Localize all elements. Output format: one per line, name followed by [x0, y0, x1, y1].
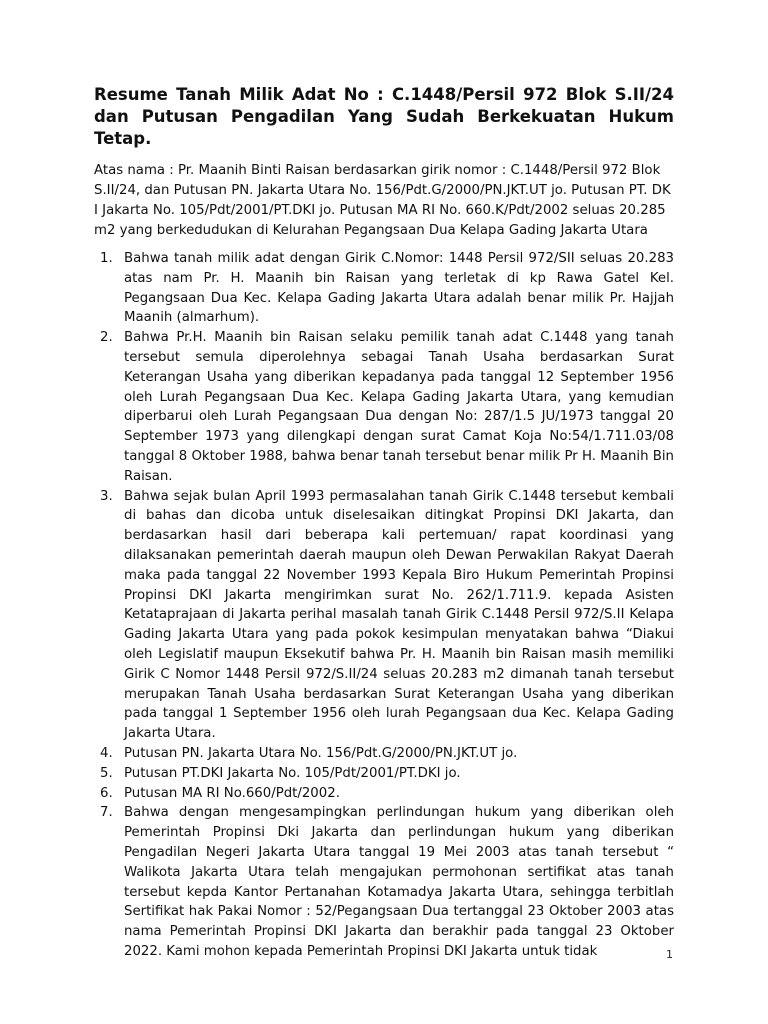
list-item: 3. Bahwa sejak bulan April 1993 permasalahan tanah Girik C.1448 tersebut kembali di bahas dan dicoba untuk diselesaikan ditingkat Propinsi DKI Jakarta, dan berdasarkan hasil dari beberapa kali pertemuan/ rapat koordinasi yang dilaksanakan pemerintah daerah maupun oleh Dewan Perwakilan Rakyat Daerah maka pada tanggal 22 November 1993 Kepala Biro Hukum Pemerintah Propinsi Propinsi DKI Jakarta mengirimkan surat No. 262/1.711.9. kepada Asisten Ketataprajaan di Jakarta perihal masalah tanah Girik C.1448 Persil 972/S.II Kelapa Gading Jakarta Utara yang pada pokok kesimpulan menyatakan bahwa “Diakui oleh Legislatif maupun Eksekutif bahwa Pr. H. Maanih bin Raisan masih memiliki Girik C Nomor 1448 Persil 972/S.II/24 seluas 20.283 m2 dimanah tanah tersebut merupakan Tanah Usaha berdasarkan Surat Keterangan Usaha yang diberikan pada tanggal 1 September 1956 oleh lurah Pegangsaan dua Kec. Kelapa Gading Jakarta Utara.	[100, 488, 674, 742]
list-item: 5. Putusan PT.DKI Jakarta No. 105/Pdt/2001/PT.DKI jo.	[100, 765, 461, 781]
list-item: 7. Bahwa dengan mengesampingkan perlindungan hukum yang diberikan oleh Pemerintah Propinsi Dki Jakarta dan perlindungan hukum yang diberikan Pengadilan Negeri Jakarta Utara tanggal 19 Mei 2003 atas tanah tersebut “ Walikota Jakarta Utara telah mengajukan permohonan sertifikat atas tanah tersebut kepda Kantor Pertanahan Kotamadya Jakarta Utara, sehingga terbitlah Sertifikat hak Pakai Nomor : 52/Pegangsaan Dua tertanggal 23 Oktober 2003 atas nama Pemerintah Propinsi DKI Jakarta dan berakhir pada tanggal 23 Oktober 2022. Kami mohon kepada Pemerintah Propinsi DKI Jakarta untuk tidak	[100, 805, 674, 959]
numbered-list-container	[94, 249, 674, 959]
list-item: 2. Bahwa Pr.H. Maanih bin Raisan selaku pemilik tanah adat C.1448 yang tanah tersebut semula diperolehnya sebagai Tanah Usaha berdasarkan Surat Keterangan Usaha yang diberikan kepadanya pada tanggal 12 September 1956 oleh Lurah Pegangsaan Dua Kec. Kelapa Gading Jakarta Utara, yang kemudian diperbarui oleh Lurah Pegangsaan Dua dengan No: 287/1.5 JU/1973 tanggal 20 September 1973 yang dilengkapi dengan surat Camat Koja No:54/1.711.03/08 tanggal 8 Oktober 1988, bahwa benar tanah tersebut benar milik Pr H. Maanih Bin Raisan.	[100, 330, 674, 484]
intro-paragraph: Atas nama : Pr. Maanih Binti Raisan berdasarkan girik nomor : C.1448/Persil 972 Blok S.II/24, dan Putusan PN. Jakarta Utara No. 156/Pdt.G/2000/PN.JKT.UT jo. Putusan PT. DKI Jakarta No. 105/Pdt/2001/PT.DKI jo. Putusan MA RI No. 660.K/Pdt/2002 seluas 20.285 m2 yang berkedudukan di Kelurahan Pegangsaan Dua Kelapa Gading Jakarta Utara	[94, 163, 671, 238]
list-item: 6. Putusan MA RI No.660/Pdt/2002.	[100, 785, 340, 801]
document-title: Resume Tanah Milik Adat No : C.1448/Persil 972 Blok S.II/24 dan Putusan Pengadilan Yang Sudah Berkekuatan Hukum Tetap.	[94, 85, 674, 148]
page-number: 1	[666, 948, 673, 961]
numbered-list	[94, 249, 674, 962]
list-item: 4. Putusan PN. Jakarta Utara No. 156/Pdt.G/2000/PN.JKT.UT jo.	[100, 745, 518, 761]
list-item: 1. Bahwa tanah milik adat dengan Girik C.Nomor: 1448 Persil 972/SII seluas 20.283 atas nam Pr. H. Maanih bin Raisan yang terletak di kp Rawa Gatel Kel. Pegangsaan Dua Kec. Kelapa Gading Jakarta Utara adalah benar milik Pr. Hajjah Maanih (almarhum).	[100, 251, 674, 326]
